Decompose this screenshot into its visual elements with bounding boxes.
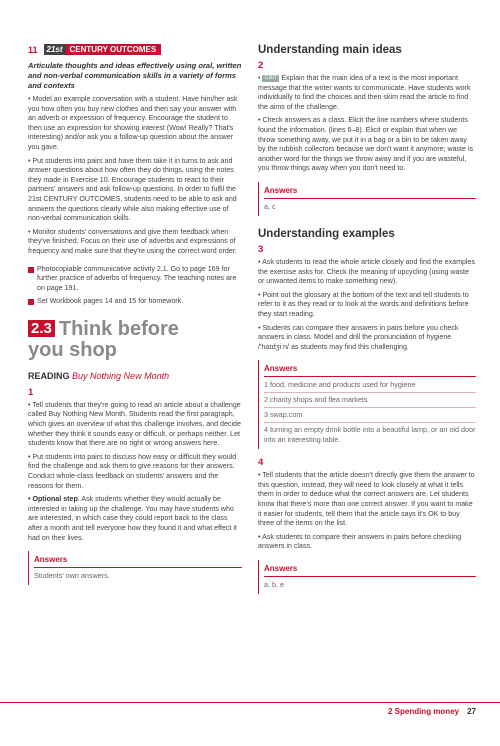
workbook-reference <box>28 297 242 311</box>
reading-heading <box>28 371 242 381</box>
examples-heading: Understanding examples <box>258 227 395 240</box>
answer-line: a, b, e <box>264 580 284 590</box>
exercise-3-paragraph-3: • Students can compare their answers in pairs before you check answers in class. Model and drill the pronunciation of hygiene /'haɪdʒiːn/ as students may find this challenging. <box>258 323 459 351</box>
left-column <box>28 44 242 593</box>
exercise-4-paragraph-2: • Ask students to compare their answers in pairs before checking answers in class. <box>258 532 462 551</box>
optional-step-label: • Optional step <box>28 495 78 504</box>
answer-line: 1 food, medicine and products used for hygiene <box>264 380 416 390</box>
unit-title-line-2: you shop <box>28 338 117 361</box>
exercise-3-number: 3 <box>258 243 264 255</box>
page-number: 27 <box>467 707 476 716</box>
answer-line: 3 swap.com <box>264 407 476 420</box>
workbook-text: Set Workbook pages 14 and 15 for homework. <box>37 297 184 306</box>
unit-title <box>59 319 179 340</box>
right-column <box>258 44 476 602</box>
answers-box-3 <box>258 360 476 449</box>
answers-box-1 <box>28 551 242 585</box>
exercise-2-paragraph-2: • Check answers as a class. Elicit the line numbers where students found the information. (lines 6–8). Elicit or explain that when we throw something away, we put it in a bag or a bin to be taken away by the rubbish collectors because we don't want it anymore; waste is another word for the things we throw away and if you are wasteful, you throw things away when you don't need to. <box>258 116 474 173</box>
exercise-1-paragraph-3 <box>28 495 242 543</box>
answers-heading: Answers <box>264 186 476 199</box>
critical-thinking-icon: CRIT <box>264 74 278 81</box>
reading-title: Buy Nothing New Month <box>72 370 170 381</box>
optional-step-text: . Ask students whether they would actually be interested in taking up the challenge. You may have students who are interested, in which case they could report back to the class after a month and tell everyone how they found it and what effect it had on their lives. <box>28 495 237 542</box>
answer-line: 4 turning an empty drink bottle into a beautiful lamp, or an old door into an interesting table. <box>264 422 476 445</box>
exercise-3-paragraph-1: • Ask students to read the whole article closely and find the examples the exercise asks for. Check the meaning of upcycling (using waste or unwanted items to make something new). <box>258 257 475 286</box>
answers-heading: Answers <box>34 555 242 568</box>
exercise-1-paragraph-2: • Put students into pairs to discuss how easy or difficult they would find the challenge and ask them to give reasons for their answers. Conduct whole-class feedback on students' answers and the reasons for them. <box>28 452 237 490</box>
page-footer <box>0 702 500 716</box>
unit-title-line-1: Think before <box>58 317 179 340</box>
reference-square-icon <box>28 299 34 305</box>
answers-heading: Answers <box>264 564 476 577</box>
footer-text <box>388 707 476 716</box>
badge-prefix: 21st <box>44 44 66 55</box>
chapter-label: 2 Spending money <box>387 707 460 716</box>
outcome-paragraph-2: • Put students into pairs and have them take it in turns to ask and answer questions about how often they do things, using the notes they made in Exercise 10. Encourage students to react to their partners' answers and ask follow-up questions. In order to fulfil the 21st CENTURY OUTCOMES, students need to be able to ask and answers the questions clearly while also making effective use of non-verbal communication skills. <box>28 156 237 223</box>
exercise-1-number: 1 <box>28 386 34 398</box>
exercise-2-number: 2 <box>258 60 264 71</box>
answer-line: Students' own answers. <box>34 571 110 581</box>
exercise-1-paragraph-1: • Tell students that they're going to read an article about a challenge called Buy Nothing New Month. Students read the first paragraph, which gives an overview of what this challenge involves, and decide whether they think it sounds easy or difficult, or perhaps neither. Let students know that there are no right or wrong answers here. <box>28 400 241 448</box>
outcome-paragraph-1: • Model an example conversation with a student. Have him/her ask you how often you buy new clothes and then say your answer with an adverb or expression of frequency. Encourage the student to then use an expression for showing interest (Wow! Really? That's interesting) and/or ask you a follow-up question about the answer you gave. <box>28 95 238 151</box>
exercise-3-paragraph-2: • Point out the glossary at the bottom of the text and tell students to refer to it as they read or to look at the words and definitions before they start reading. <box>258 290 469 318</box>
exercise-4-paragraph-1: • Tell students that the article doesn't directly give them the answer to this question, instead, they will need to look closely at what it tells them in order to deduce what the correct answers are. Let students know that there's more than one correct answer. If you want to make it easier for students, tell them that the article says it's OK to buy three of the items on the list. <box>258 471 475 528</box>
photocopiable-reference <box>28 265 242 298</box>
main-ideas-heading: Understanding main ideas <box>258 44 402 56</box>
century-outcomes-header <box>28 44 242 55</box>
answer-line: a, c <box>264 201 276 211</box>
answers-box-4 <box>258 560 476 594</box>
exercise-4-number: 4 <box>258 457 264 469</box>
reference-square-icon <box>28 267 34 273</box>
answers-box-2 <box>258 182 476 216</box>
outcome-paragraph-3: • Monitor students' conversations and give them feedback when they've finished. Focus on their use of adverbs and expressions of frequency and make sure that they're using the correct word order. <box>28 227 237 255</box>
unit-heading <box>28 319 242 340</box>
photocopiable-text: Photocopiable communicative activity 2.1. Go to page 169 for further practice of adverbs of frequency. The teaching notes are on page 191. <box>37 264 237 292</box>
badge-label: CENTURY OUTCOMES <box>69 45 157 54</box>
outcome-intro: Articulate thoughts and ideas effectively using oral, written and non-verbal communication skills in a variety of forms and contexts <box>28 61 242 90</box>
century-outcomes-badge <box>44 44 162 55</box>
unit-number: 2.3 <box>28 320 55 337</box>
answers-heading: Answers <box>264 364 476 377</box>
exercise-2-paragraph-1: • CRIT Explain that the main idea of a text is the most important message that the writer wants to communicate. Have students work individually to find the choices and then skim read the article to find the aims of the challenge. <box>258 74 471 111</box>
exercise-2-text-1: Explain that the main idea of a text is the most important message that the writer wants to communicate. Have students work individually to find the choices and then skim read the article to find the aims of the challenge. <box>258 74 471 111</box>
answer-line: 2 charity shops and flea markets <box>264 392 476 405</box>
outcome-number: 11 <box>28 44 38 55</box>
reading-label: READING <box>28 370 70 381</box>
